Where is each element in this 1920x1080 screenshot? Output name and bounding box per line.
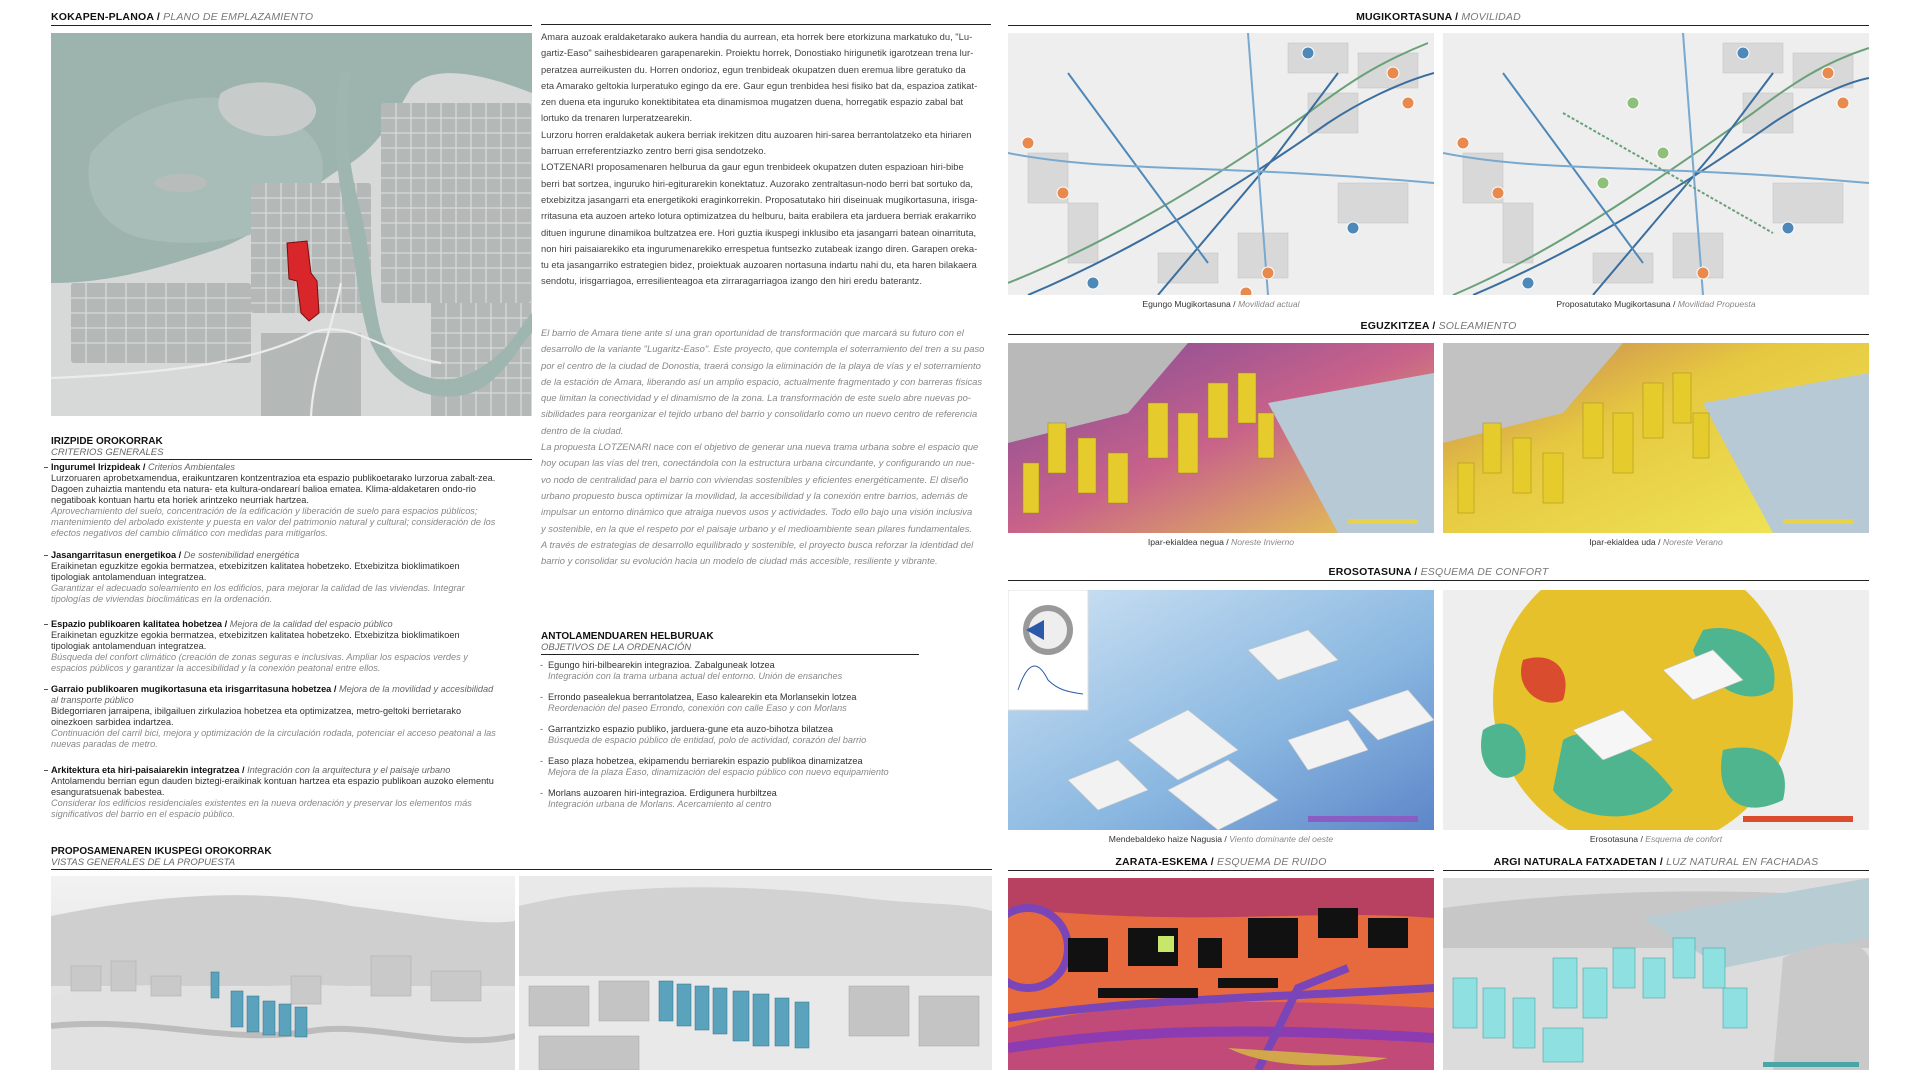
intro-line: non hiri paisaiarekiko eta ingurumenarekiko errespetua funtsezko zutabeak izango diren. Garapen oreka- <box>541 242 978 254</box>
views-subtitle: VISTAS GENERALES DE LA PROPUESTA <box>51 857 992 870</box>
comfort-render-map <box>1443 590 1869 830</box>
criterion-item: Espazio publikoaren kalitatea hobetzea / Mejora de la calidad del espacio público Eraikinetan eguzkitze egokia bermatzea, etxebizitzen kalitatea hobetzeko. Etxebizitza bioklimatikoen tipologiak antolamenduan integratzea. Búsqueda del confort climático (creación de zonas seguras e inclusivas. Ampliar los espacios verdes y espacios públicos y garantizar la accesibilidad y la conexión peatonal entre ellos. <box>51 619 499 674</box>
mobility-map-current <box>1008 33 1434 295</box>
comfort-caption-wind: Mendebaldeko haize Nagusia / Viento dominante del oeste <box>1108 834 1334 844</box>
solar-header: EGUZKITZEA / SOLEAMIENTO <box>1008 320 1869 335</box>
intro-line: lortuko da trenaren lurperatzearekin. <box>541 112 693 124</box>
objective-item: - Egungo hiri-bilbearekin integrazioa. Zabalguneak lotzea Integración con la trama urbana actual del entorno. Unión de ensanches <box>548 660 918 682</box>
objective-item: - Morlans auzoaren hiri-integrazioa. Erdigunera hurbiltzea Integración urbana de Morlans. Acercamiento al centro <box>548 788 918 810</box>
solar-render-winter <box>1008 343 1434 533</box>
intro-line: Amara auzoak eraldaketarako aukera handia du aurrean, eta horrek bere etorkizuna markatuko du, "Lu- <box>541 31 973 42</box>
objective-item: - Easo plaza hobetzea, ekipamendu berriarekin espazio publikoa dinamizatzea Mejora de la plaza Easo, dinamización del espacio público con nuevo equipamiento <box>548 756 918 778</box>
noise-header: ZARATA-ESKEMA / ESQUEMA DE RUIDO <box>1008 856 1434 871</box>
noise-map <box>1008 878 1434 1070</box>
intro-line: que limitan la conectividad y el dinamismo de la zona. La transformación de este suelo abre nuevas po- <box>541 392 971 404</box>
intro-line: barrio y consolidar su evolución hacia un modelo de ciudad más accesible, resiliente y vibrante. <box>541 555 938 567</box>
criterion-item: Garraio publikoaren mugikortasuna eta irisgarritasuna hobetzea / Mejora de la movilidad y accesibilidad al transporte público Bidegorriaren jarraipena, ibilgailuen zirkulazioa hobetzea eta optimizatzea, metro-geltoki berrietarako oinezkoen sarbidea indartzea. Continuación del carril bici, mejora y optimización de la circulación rodada, potenciar el acceso peatonal a las nuevas paradas de metro. <box>51 684 499 750</box>
intro-line: A través de estrategias de desarrollo equilibrado y sostenible, el proyecto busca reforzar la identidad del <box>541 538 974 550</box>
intro-line: hoy ocupan las vías del tren, conectándola con la estructura urbana circundante, y configurando un nue- <box>541 457 975 469</box>
mobility-caption-current: Egungo Mugikortasuna / Movilidad actual <box>1142 299 1300 309</box>
criterion-item: Arkitektura eta hiri-paisaiarekin integratzea / Integración con la arquitectura y el paisaje urbano Antolamendu berrian egun dauden biztegi-eraikinak kontuan hartzea eta espazio publikoan auzoko elementu esanguratsuenak babestea. Considerar los edificios residenciales existentes en la nueva ordenación y preservar los elementos más significativos del barrio en el espacio público. <box>51 765 499 820</box>
intro-line: sendotu, irisgarriagoa, erresilienteagoa eta zirraragarriagoa izango den hiri eredu baterantz. <box>541 275 922 287</box>
comfort-render-wind <box>1008 590 1434 830</box>
intro-line: El barrio de Amara tiene ante sí una gran oportunidad de transformación que marcará su futuro con el <box>541 327 964 338</box>
intro-line: La propuesta LOTZENARI nace con el objetivo de generar una nueva trama urbana sobre el espacio que <box>541 441 979 453</box>
intro-line: Lurzoru horren eraldaketak aukera berriak irekitzen ditu auzoaren hiri-sarea berrantolatzeko eta hiriaren <box>541 128 972 140</box>
intro-line: sibilidades para reorganizar el tejido urbano del barrio y consolidarlo como un nuevo centro de referencia <box>541 408 978 420</box>
objectives-title: ANTOLAMENDUAREN HELBURUAK <box>541 631 714 642</box>
site-plan-header: KOKAPEN-PLANOA / PLANO DE EMPLAZAMIENTO <box>51 11 532 26</box>
intro-line: tu eta jasangarriko estrategien bidez, proiektuak auzoaren nortasuna indartu nahi du, eta haren bilakaera <box>541 259 977 271</box>
comfort-header: EROSOTASUNA / ESQUEMA DE CONFORT <box>1008 566 1869 581</box>
mobility-caption-proposed: Proposatutako Mugikortasuna / Movilidad Propuesta <box>1556 299 1756 309</box>
site-plan-map <box>51 33 532 416</box>
criterion-item: Ingurumel Irizpideak / Criterios Ambientales Lurzoruaren aprobetxamendua, eraikuntzaren kontzentrazioa eta espazio publikoetarako lurzorua zabalt-zea. Dagoen zuhaiztia mantendu eta natura- eta kultura-ondarearí balioa ematea. Klima-aldaketaren ondo-rio negatiboak kontuan hartu eta horiek arintzeko neurriak hartzea. Aprovechamiento del suelo, concentración de la edificación y liberación de suelo para espacios públicos; mantenimiento del arbolado existente y puesta en valor del patrimonio natural y cultural; consideración de los efectos negativos del cambio climático con medidas para mitigarlos. <box>51 462 499 539</box>
comfort-caption-map: Erosotasuna / Esquema de confort <box>1589 834 1723 844</box>
objective-item: - Errondo pasealekua berrantolatzea, Easo kalearekin eta Morlansekin lotzea Reordenación del paseo Errondo, conexión con calle Easo y con Morlans <box>548 692 918 714</box>
solar-render-summer <box>1443 343 1869 533</box>
light-render <box>1443 878 1869 1070</box>
mobility-header: MUGIKORTASUNA / MOVILIDAD <box>1008 11 1869 26</box>
intro-line: desarrollo de la variante "Lugaritz-Easo". Este proyecto, que contempla el soterramiento del tren a su paso <box>541 343 985 355</box>
intro-line: rritasuna eta auzoen arteko lotura optimizatzea du helburu, baita erabilera eta jarduera berriak erakarriko <box>541 210 977 222</box>
intro-line: LOTZENARI proposamenaren helburua da gaur egun trenbideek okupatzen duten espazioan hiri-bibe <box>541 161 964 173</box>
light-header: ARGI NATURALA FATXADETAN / LUZ NATURAL EN FACHADAS <box>1443 856 1869 871</box>
objective-item: - Garrantzizko espazio publiko, jarduera-gune eta auzo-bihotza bilatzea Búsqueda de espacio público de entidad, polo de actividad, corazón del barrio <box>548 724 918 746</box>
intro-line: impulsar un entorno dinámico que atraiga nuevos usos y actividades. Todo ello bajo una visión inclusiva <box>541 506 973 518</box>
views-title: PROPOSAMENAREN IKUSPEGI OROKORRAK <box>51 846 272 857</box>
intro-line: y sostenible, en la que el respeto por el paisaje urbano y el medioambiente sean pilares fundamentales. <box>541 522 972 534</box>
intro-line: de la estación de Amara, liberando así un amplio espacio, actualmente fragmentado y con barreras físicas <box>541 375 983 387</box>
criteria-title: IRIZPIDE OROKORRAK <box>51 436 163 447</box>
intro-line: urbano propuesto busca optimizar la movilidad, la accesibilidad y la conexión entre barrios, además de <box>541 489 968 501</box>
intro-divider <box>541 24 991 25</box>
intro-line: etxebizitza jasangarri eta energetikoki eraginkorrekin. Proposatutako hiri diseinuak mugikortasuna, irisga- <box>541 193 978 205</box>
view-render-right <box>519 876 992 1070</box>
intro-line: dituen ingurune dinamikoa bultzatzea ere. Hori guztia ikuspegi inklusibo eta jasangarri batean oinarrituta, <box>541 226 977 238</box>
criteria-subtitle: CRITERIOS GENERALES <box>51 447 532 460</box>
intro-line: peratzea aurreikusten du. Horren ondorioz, egun trenbideak okupatzen duen eremua libre geratuko da <box>541 63 966 75</box>
criterion-item: Jasangarritasun energetikoa / De sostenibilidad energética Eraikinetan eguzkitze egokia bermatzea, etxebizitzen kalitatea hobetzeko. Etxebizitza bioklimatikoen tipologiak antolamenduan integratzea. Garantizar el adecuado soleamiento en los edificios, para mejorar la calidad de las viviendas. Integrar tipologías de viviendas bioclimáticas en la ordenación. <box>51 550 499 605</box>
intro-line: eta Amarako geltokia lurperatuko egingo da ere. Gaur egun trenbidea hesi fisiko bat da, espazioa zatikat- <box>541 79 978 91</box>
mobility-map-proposed <box>1443 33 1869 295</box>
intro-line: gartiz-Easo" saihesbidearen garapenarekin. Proiektu horrek, Donostiako hirigunetik igarotzean trena lur- <box>541 47 974 59</box>
view-render-left <box>51 876 515 1070</box>
intro-text-eu <box>541 29 991 290</box>
intro-line: barruan erreferentziazko zentro berri gisa sendotzeko. <box>541 145 767 157</box>
intro-line: zen duena eta inguruko konektibitatea eta dinamismoa mugatzen duena, horregatik espazio zabal bat <box>541 96 964 108</box>
intro-line: dentro de la ciudad. <box>541 424 624 436</box>
intro-line: vo nodo de centralidad para el barrio con viviendas sostenibles y eficientes energéticamente. El diseño <box>541 473 969 485</box>
objectives-subtitle: OBJETIVOS DE LA ORDENACIÓN <box>541 642 919 655</box>
intro-line: berri bat sortzea, inguruko hiri-egiturarekin konektatuz. Auzorako zentraltasun-nodo berri bat sortuko da, <box>541 177 974 189</box>
intro-text-es <box>541 325 991 569</box>
solar-caption-summer: Ipar-ekialdea uda / Noreste Verano <box>1589 537 1723 547</box>
intro-line: por el centro de la ciudad de Donostia, traerá consigo la eliminación de la playa de vías y el soterramiento <box>541 359 981 371</box>
solar-caption-winter: Ipar-ekialdea negua / Noreste Invierno <box>1147 537 1295 547</box>
